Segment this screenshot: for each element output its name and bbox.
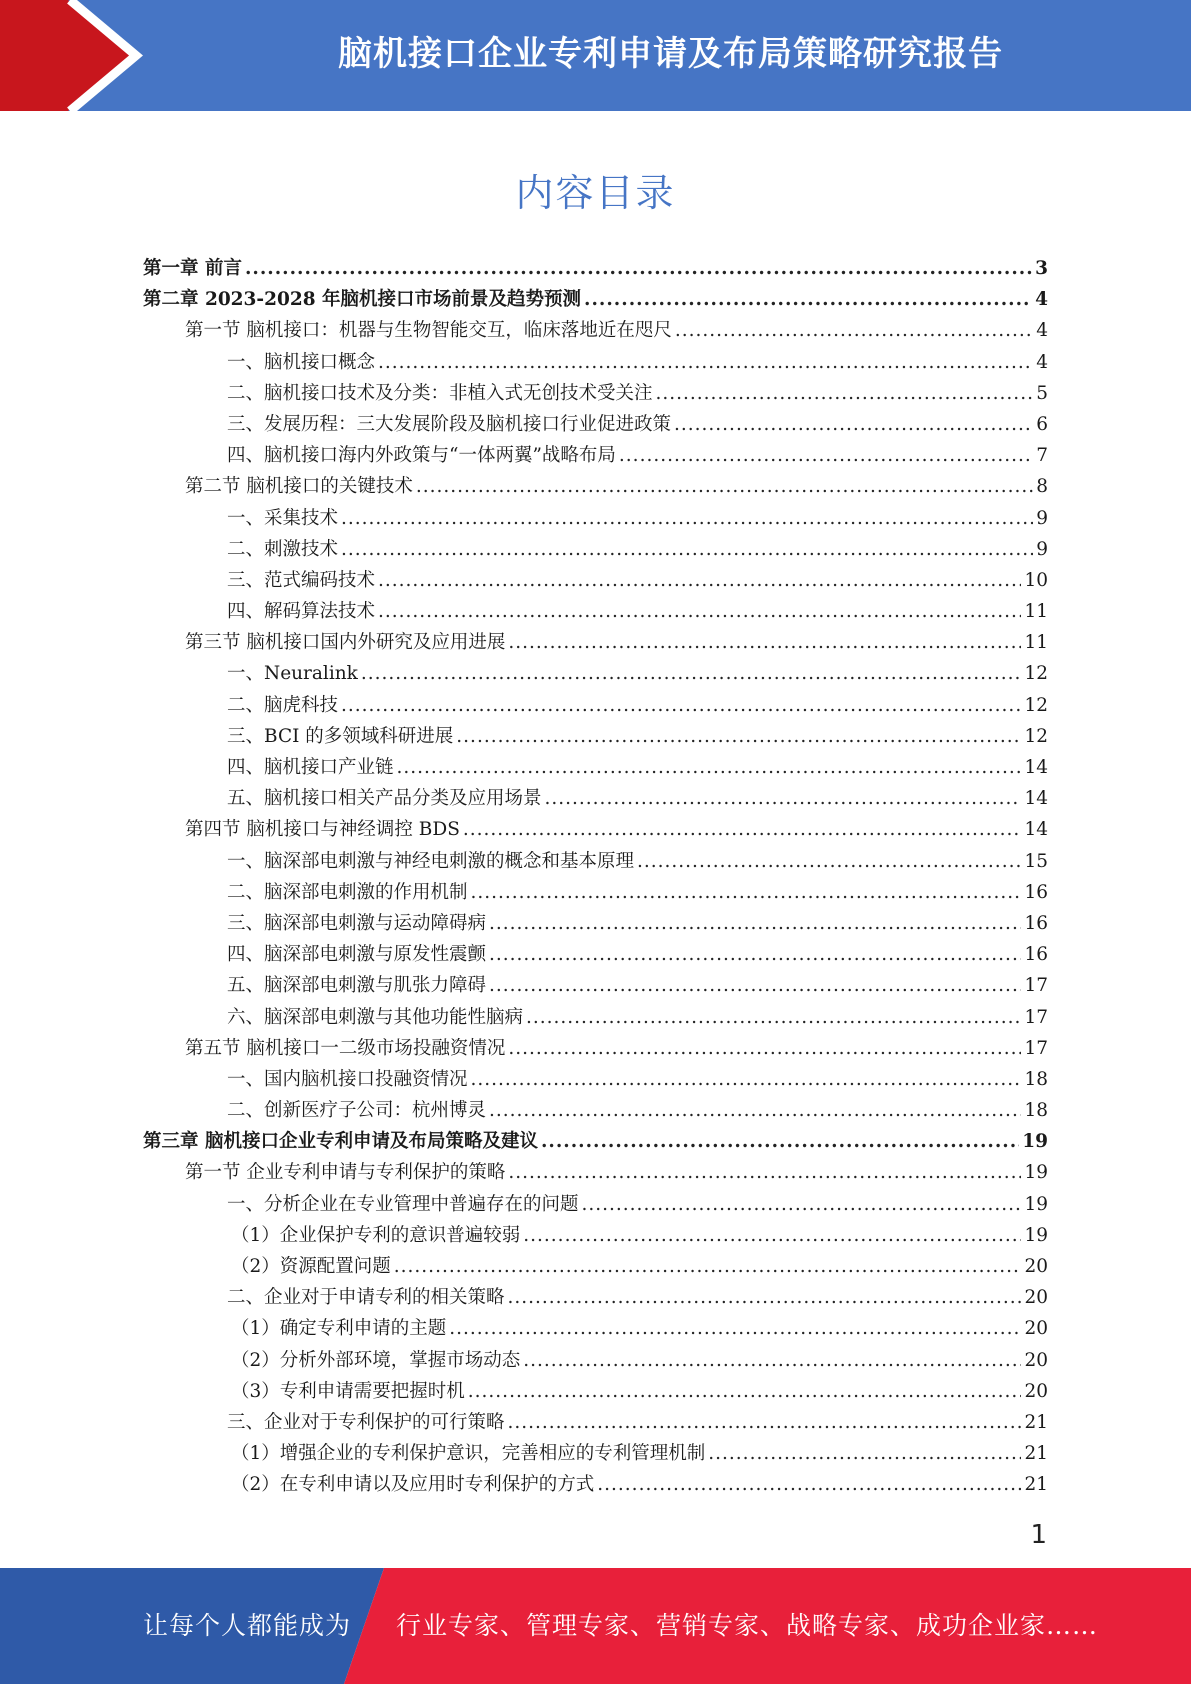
table-of-contents xyxy=(143,254,1048,1502)
toc-entry-page: 12 xyxy=(1024,725,1048,747)
toc-entry[interactable] xyxy=(143,348,1048,379)
toc-entry-title: （1）确定专利申请的主题 xyxy=(231,1318,447,1340)
toc-leader-dots xyxy=(341,539,1033,560)
toc-leader-dots xyxy=(489,1100,1021,1121)
toc-entry[interactable] xyxy=(143,254,1048,285)
toc-entry-title: 三、脑深部电刺激与运动障碍病 xyxy=(227,912,487,934)
toc-entry-page: 4 xyxy=(1035,289,1048,311)
toc-entry[interactable] xyxy=(143,1470,1048,1501)
toc-entry-title: 第三节 脑机接口国内外研究及应用进展 xyxy=(185,632,506,654)
toc-entry[interactable] xyxy=(143,1127,1048,1158)
page-number: 1 xyxy=(1030,1520,1047,1550)
toc-entry-page: 20 xyxy=(1024,1287,1048,1309)
toc-leader-dots xyxy=(508,1038,1021,1059)
toc-entry-page: 21 xyxy=(1024,1443,1048,1465)
toc-entry-page: 18 xyxy=(1024,1068,1048,1090)
toc-entry[interactable] xyxy=(143,1283,1048,1314)
toc-entry[interactable] xyxy=(143,1190,1048,1221)
toc-entry-page: 20 xyxy=(1024,1349,1048,1371)
toc-entry[interactable] xyxy=(143,285,1048,316)
report-title: 脑机接口企业专利申请及布局策略研究报告 xyxy=(338,34,1003,74)
toc-entry[interactable] xyxy=(143,1034,1048,1065)
toc-entry[interactable] xyxy=(143,909,1048,940)
footer-banner xyxy=(0,1568,1191,1684)
toc-entry-title: 二、脑机接口技术及分类：非植入式无创技术受关注 xyxy=(227,382,653,404)
toc-entry[interactable] xyxy=(143,971,1048,1002)
toc-entry[interactable] xyxy=(143,472,1048,503)
toc-entry-page: 4 xyxy=(1036,320,1048,342)
toc-leader-dots xyxy=(545,788,1022,809)
toc-entry-title: 三、范式编码技术 xyxy=(227,569,376,591)
toc-entry-title: 第一节 企业专利申请与专利保护的策略 xyxy=(185,1162,506,1184)
toc-leader-dots xyxy=(508,1162,1021,1183)
toc-entry-title: 二、企业对于申请专利的相关策略 xyxy=(227,1287,505,1309)
toc-entry-title: 二、脑深部电刺激的作用机制 xyxy=(227,881,468,903)
toc-leader-dots xyxy=(394,1256,1022,1277)
toc-leader-dots xyxy=(471,1069,1022,1090)
toc-entry-page: 11 xyxy=(1024,632,1048,654)
toc-leader-dots xyxy=(582,1194,1022,1215)
toc-entry-page: 7 xyxy=(1036,445,1048,467)
toc-entry-page: 19 xyxy=(1024,1193,1048,1215)
toc-entry-page: 5 xyxy=(1036,382,1048,404)
red-arrow-icon xyxy=(0,0,170,111)
toc-entry-title: 三、企业对于专利保护的可行策略 xyxy=(227,1411,505,1433)
toc-entry-title: 第一节 脑机接口：机器与生物智能交互，临床落地近在咫尺 xyxy=(185,320,672,342)
toc-entry-page: 8 xyxy=(1036,476,1048,498)
toc-entry[interactable] xyxy=(143,1221,1048,1252)
toc-entry-title: 四、脑深部电刺激与原发性震颤 xyxy=(227,944,487,966)
toc-entry-title: （1）企业保护专利的意识普遍较弱 xyxy=(231,1224,521,1246)
toc-leader-dots xyxy=(656,383,1034,404)
toc-leader-dots xyxy=(523,1225,1021,1246)
toc-leader-dots xyxy=(397,757,1022,778)
toc-leader-dots xyxy=(416,476,1033,497)
toc-entry-page: 14 xyxy=(1024,788,1048,810)
toc-entry-title: 六、脑深部电刺激与其他功能性脑病 xyxy=(227,1006,524,1028)
toc-entry-page: 9 xyxy=(1036,507,1048,529)
toc-entry-title: 一、脑深部电刺激与神经电刺激的概念和基本原理 xyxy=(227,850,635,872)
toc-entry[interactable] xyxy=(143,566,1048,597)
toc-entry-title: 第一章 前言 xyxy=(143,258,242,279)
toc-entry-title: 一、脑机接口概念 xyxy=(227,351,376,373)
toc-leader-dots xyxy=(637,851,1021,872)
toc-leader-dots xyxy=(526,1007,1021,1028)
toc-entry-title: 一、采集技术 xyxy=(227,507,339,529)
footer-slogan-right: 行业专家、管理专家、营销专家、战略专家、成功企业家…… xyxy=(396,1611,1099,1640)
toc-leader-dots xyxy=(468,1381,1022,1402)
toc-leader-dots xyxy=(597,1474,1021,1495)
toc-entry-title: 第四节 脑机接口与神经调控 BDS xyxy=(185,819,460,841)
toc-leader-dots xyxy=(708,1443,1021,1464)
toc-entry-page: 12 xyxy=(1024,694,1048,716)
toc-entry-title: 第五节 脑机接口一二级市场投融资情况 xyxy=(185,1037,506,1059)
toc-entry[interactable] xyxy=(143,659,1048,690)
toc-entry-page: 9 xyxy=(1036,538,1048,560)
toc-entry[interactable] xyxy=(143,753,1048,784)
toc-leader-dots xyxy=(523,1350,1021,1371)
toc-entry-title: 四、解码算法技术 xyxy=(227,601,376,623)
toc-entry-page: 3 xyxy=(1035,258,1048,279)
toc-leader-dots xyxy=(508,1287,1022,1308)
toc-entry-title: （3）专利申请需要把握时机 xyxy=(231,1380,465,1402)
toc-entry[interactable] xyxy=(143,691,1048,722)
toc-entry-title: （1）增强企业的专利保护意识，完善相应的专利管理机制 xyxy=(231,1443,706,1465)
toc-entry-page: 16 xyxy=(1024,944,1048,966)
toc-entry[interactable] xyxy=(143,1346,1048,1377)
toc-entry-title: 五、脑机接口相关产品分类及应用场景 xyxy=(227,788,542,810)
toc-entry-title: 三、发展历程：三大发展阶段及脑机接口行业促进政策 xyxy=(227,413,672,435)
toc-entry-page: 18 xyxy=(1024,1100,1048,1122)
toc-leader-dots xyxy=(489,913,1021,934)
toc-leader-dots xyxy=(378,570,1021,591)
toc-entry-page: 17 xyxy=(1024,1037,1048,1059)
header-banner xyxy=(0,0,1191,111)
toc-entry[interactable] xyxy=(143,1158,1048,1189)
toc-entry-page: 15 xyxy=(1024,850,1048,872)
toc-entry-page: 19 xyxy=(1024,1162,1048,1184)
toc-entry[interactable] xyxy=(143,847,1048,878)
toc-leader-dots xyxy=(449,1318,1021,1339)
toc-entry-title: 五、脑深部电刺激与肌张力障碍 xyxy=(227,975,487,997)
toc-entry[interactable] xyxy=(143,878,1048,909)
toc-entry[interactable] xyxy=(143,379,1048,410)
toc-entry[interactable] xyxy=(143,722,1048,753)
toc-entry-page: 20 xyxy=(1024,1256,1048,1277)
toc-leader-dots xyxy=(463,819,1022,840)
toc-entry[interactable] xyxy=(143,784,1048,815)
toc-leader-dots xyxy=(675,320,1033,341)
toc-entry-page: 10 xyxy=(1024,569,1048,591)
toc-entry[interactable] xyxy=(143,597,1048,628)
toc-entry-title: 第二节 脑机接口的关键技术 xyxy=(185,476,413,498)
toc-entry-title: （2）分析外部环境，掌握市场动态 xyxy=(231,1349,521,1371)
toc-entry-page: 21 xyxy=(1024,1411,1048,1433)
toc-entry[interactable] xyxy=(143,1065,1048,1096)
toc-entry[interactable] xyxy=(143,441,1048,472)
toc-entry-page: 17 xyxy=(1024,975,1048,997)
toc-entry[interactable] xyxy=(143,628,1048,659)
toc-leader-dots xyxy=(489,944,1021,965)
toc-leader-dots xyxy=(489,975,1021,996)
toc-entry-title: 三、BCI 的多领域科研进展 xyxy=(227,725,454,747)
toc-heading: 内容目录 xyxy=(515,171,676,215)
toc-entry[interactable] xyxy=(143,504,1048,535)
toc-entry-page: 19 xyxy=(1022,1131,1048,1153)
toc-entry-title: 一、分析企业在专业管理中普遍存在的问题 xyxy=(227,1193,579,1215)
toc-entry-page: 20 xyxy=(1024,1380,1048,1402)
toc-entry[interactable] xyxy=(143,940,1048,971)
toc-entry-page: 19 xyxy=(1024,1224,1048,1246)
toc-entry-page: 4 xyxy=(1036,351,1048,373)
toc-entry[interactable] xyxy=(143,535,1048,566)
toc-entry-title: 四、脑机接口海内外政策与“一体两翼”战略布局 xyxy=(227,445,616,467)
toc-entry[interactable] xyxy=(143,1439,1048,1470)
toc-leader-dots xyxy=(456,726,1021,747)
toc-entry-title: （2）在专利申请以及应用时专利保护的方式 xyxy=(231,1474,595,1496)
toc-entry-page: 21 xyxy=(1024,1474,1048,1496)
toc-leader-dots xyxy=(378,352,1033,373)
toc-entry[interactable] xyxy=(143,410,1048,441)
toc-entry-title: 二、刺激技术 xyxy=(227,538,339,560)
toc-entry[interactable] xyxy=(143,815,1048,846)
toc-entry-page: 14 xyxy=(1024,757,1048,778)
toc-entry-title: 第二章 2023-2028 年脑机接口市场前景及趋势预测 xyxy=(143,289,582,311)
toc-entry[interactable] xyxy=(143,1252,1048,1283)
toc-entry-page: 16 xyxy=(1024,881,1048,903)
toc-leader-dots xyxy=(245,258,1032,279)
toc-entry[interactable] xyxy=(143,1408,1048,1439)
toc-entry-page: 16 xyxy=(1024,912,1048,934)
footer-slogan-left: 让每个人都能成为 xyxy=(143,1611,352,1640)
toc-entry-title: 四、脑机接口产业链 xyxy=(227,757,394,778)
toc-entry[interactable] xyxy=(143,1377,1048,1408)
toc-entry-page: 20 xyxy=(1024,1318,1048,1340)
toc-entry-page: 14 xyxy=(1024,819,1048,841)
toc-entry-page: 6 xyxy=(1036,413,1048,435)
toc-entry-title: 第三章 脑机接口企业专利申请及布局策略及建议 xyxy=(143,1131,538,1153)
toc-entry[interactable] xyxy=(143,1003,1048,1034)
toc-leader-dots xyxy=(508,1412,1022,1433)
toc-leader-dots xyxy=(674,414,1033,435)
toc-entry-title: 一、国内脑机接口投融资情况 xyxy=(227,1068,468,1090)
toc-entry[interactable] xyxy=(143,316,1048,347)
toc-entry-page: 11 xyxy=(1024,601,1048,623)
toc-leader-dots xyxy=(619,445,1033,466)
toc-entry-page: 17 xyxy=(1024,1006,1048,1028)
toc-entry[interactable] xyxy=(143,1096,1048,1127)
toc-entry-title: 二、脑虎科技 xyxy=(227,694,339,716)
toc-entry-page: 12 xyxy=(1024,663,1048,685)
toc-entry[interactable] xyxy=(143,1314,1048,1345)
toc-entry-title: 二、创新医疗子公司：杭州博灵 xyxy=(227,1100,487,1122)
toc-leader-dots xyxy=(341,508,1033,529)
toc-entry-title: （2）资源配置问题 xyxy=(231,1256,391,1277)
toc-leader-dots xyxy=(471,882,1022,903)
toc-leader-dots xyxy=(508,632,1021,653)
toc-leader-dots xyxy=(378,601,1021,622)
toc-leader-dots xyxy=(541,1131,1019,1152)
toc-leader-dots xyxy=(584,289,1032,310)
toc-entry-title: 一、Neuralink xyxy=(227,663,358,685)
toc-leader-dots xyxy=(341,695,1021,716)
toc-leader-dots xyxy=(361,663,1022,684)
